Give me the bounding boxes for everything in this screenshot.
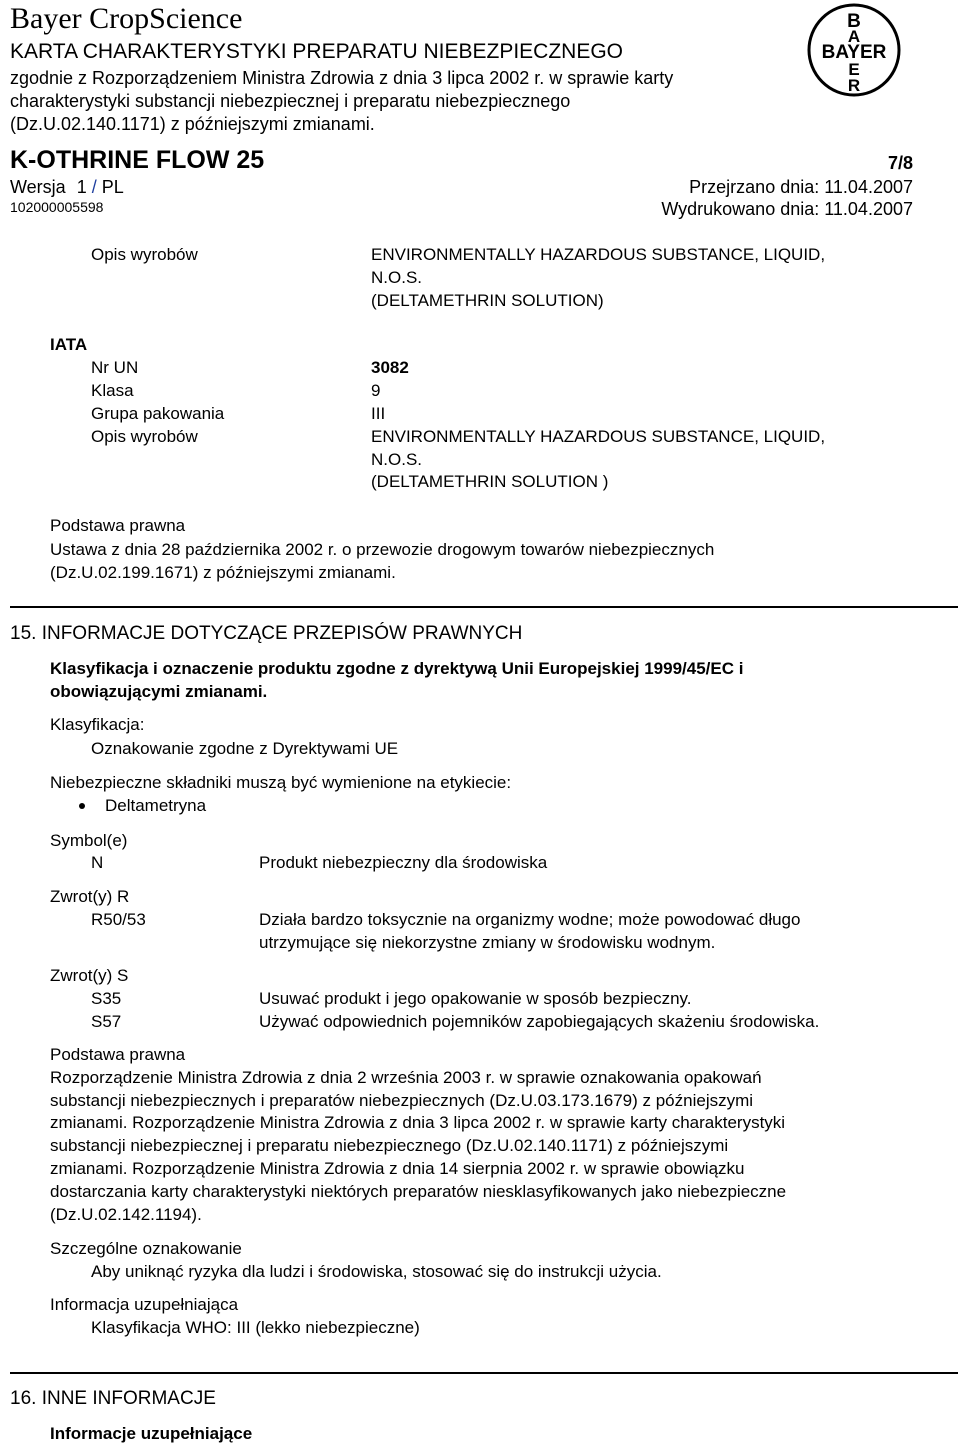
s-phrase-text: Używać odpowiednich pojemników zapobiegających skażeniu środowiska.	[259, 1012, 820, 1031]
bullet-icon	[79, 803, 85, 809]
legal-basis-line: zmianami. Rozporządzenie Ministra Zdrowia z dnia 14 sierpnia 2002 r. w sprawie obowiązku	[50, 1159, 745, 1178]
section-15-subtitle: Klasyfikacja i oznaczenie produktu zgodne z dyrektywą Unii Europejskiej 1999/45/EC i	[50, 659, 744, 678]
s-phrases-label: Zwrot(y) S	[50, 966, 129, 985]
print-date: Wydrukowano dnia: 11.04.2007	[661, 199, 913, 219]
r-phrase-text: Działa bardzo toksycznie na organizmy wodne; może powodować długo	[259, 910, 801, 929]
legal-basis-line: dostarczania karty charakterystyki niektórych preparatów niesklasyfikowanych jako niebezpieczne	[50, 1182, 787, 1201]
material-number: 102000005598	[10, 199, 104, 215]
s-phrase-code: S35	[91, 989, 122, 1008]
version-number: 1	[76, 177, 87, 197]
legal-reference-line: (Dz.U.02.140.1171) z późniejszymi zmianami.	[10, 114, 375, 134]
additional-info-label: Informacja uzupełniająca	[50, 1295, 239, 1314]
company-brand: Bayer CropScience	[10, 2, 243, 35]
legal-basis-line: Ustawa z dnia 28 października 2002 r. o przewozie drogowym towarów niebezpiecznych	[50, 540, 715, 559]
r-phrases-label: Zwrot(y) R	[50, 887, 130, 906]
iata-packing-group-label: Grupa pakowania	[91, 404, 225, 423]
logo-letter: A	[847, 27, 861, 46]
hazardous-ingredient: Deltametryna	[105, 796, 207, 815]
classification-value: Oznakowanie zgodne z Dyrektywami UE	[91, 739, 399, 758]
iata-description-line: N.O.S.	[371, 450, 423, 469]
symbol-code: N	[91, 853, 104, 872]
legal-basis-line: (Dz.U.02.142.1194).	[50, 1205, 202, 1224]
logo-letter: R	[847, 76, 861, 95]
revision-date: Przejrzano dnia: 11.04.2007	[689, 177, 913, 197]
product-name: K-OTHRINE FLOW 25	[10, 146, 265, 174]
document-title: KARTA CHARAKTERYSTYKI PREPARATU NIEBEZPIECZNEGO	[10, 40, 624, 63]
legal-basis-label: Podstawa prawna	[50, 516, 186, 535]
iata-description-line: (DELTAMETHRIN SOLUTION )	[371, 472, 609, 491]
section-16-subtitle: Informacje uzupełniające	[50, 1424, 253, 1443]
symbol-label: Symbol(e)	[50, 831, 128, 850]
logo-letter: E	[848, 60, 860, 79]
iata-un-value: 3082	[371, 358, 409, 377]
legal-reference-line: charakterystyki substancji niebezpiecznej i preparatu niebezpiecznego	[10, 91, 571, 111]
s-phrase-text: Usuwać produkt i jego opakowanie w sposób bezpieczny.	[259, 989, 692, 1008]
iata-packing-group-value: III	[371, 404, 386, 423]
legal-basis-label: Podstawa prawna	[50, 1045, 186, 1064]
classification-label: Klasyfikacja:	[50, 715, 145, 734]
version-language: PL	[101, 177, 124, 197]
section-16-title: 16. INNE INFORMACJE	[10, 1388, 216, 1409]
version-separator: /	[91, 177, 97, 197]
section-divider	[10, 1372, 958, 1374]
product-description-line: (DELTAMETHRIN SOLUTION)	[371, 291, 604, 310]
special-labelling-value: Aby uniknąć ryzyka dla ludzi i środowiska, stosować się do instrukcji użycia.	[91, 1262, 662, 1281]
product-description-line: ENVIRONMENTALLY HAZARDOUS SUBSTANCE, LIQUID,	[371, 245, 826, 264]
legal-reference-line: zgodnie z Rozporządzeniem Ministra Zdrowia z dnia 3 lipca 2002 r. w sprawie karty	[10, 68, 674, 88]
special-labelling-label: Szczególne oznakowanie	[50, 1239, 242, 1258]
symbol-text: Produkt niebezpieczny dla środowiska	[259, 853, 548, 872]
iata-class-label: Klasa	[91, 381, 134, 400]
s-phrase-code: S57	[91, 1012, 122, 1031]
version-label: Wersja	[10, 177, 66, 197]
logo-horizontal-word: BAYER	[821, 42, 887, 63]
product-description-label: Opis wyrobów	[91, 245, 198, 264]
product-description-line: N.O.S.	[371, 268, 423, 287]
section-divider	[10, 606, 958, 608]
legal-basis-line: Rozporządzenie Ministra Zdrowia z dnia 2 września 2003 r. w sprawie oznakowania opakowań	[50, 1068, 762, 1087]
legal-basis-line: substancji niebezpiecznej i preparatu niebezpiecznego (Dz.U.02.140.1171) z późniejszymi	[50, 1136, 729, 1155]
legal-basis-line: (Dz.U.02.199.1671) z późniejszymi zmianami.	[50, 563, 396, 582]
version-line	[10, 177, 124, 198]
iata-class-value: 9	[371, 381, 381, 400]
additional-info-value: Klasyfikacja WHO: III (lekko niebezpieczne)	[91, 1318, 420, 1337]
logo-letter: B	[847, 11, 861, 32]
iata-heading: IATA	[50, 335, 88, 354]
iata-un-label: Nr UN	[91, 358, 139, 377]
iata-description-line: ENVIRONMENTALLY HAZARDOUS SUBSTANCE, LIQUID,	[371, 427, 826, 446]
hazardous-ingredients-label: Niebezpieczne składniki muszą być wymienione na etykiecie:	[50, 773, 512, 792]
r-phrase-code: R50/53	[91, 910, 146, 929]
bayer-cross-logo-icon	[806, 2, 902, 98]
page-number: 7/8	[887, 153, 913, 173]
iata-description-label: Opis wyrobów	[91, 427, 198, 446]
r-phrase-text: utrzymujące się niekorzystne zmiany w środowisku wodnym.	[259, 933, 716, 952]
legal-basis-line: zmianami. Rozporządzenie Ministra Zdrowia z dnia 3 lipca 2002 r. w sprawie karty charakterystyki	[50, 1113, 786, 1132]
section-15-title: 15. INFORMACJE DOTYCZĄCE PRZEPISÓW PRAWNYCH	[10, 623, 523, 644]
legal-basis-line: substancji niebezpiecznych i preparatów niebezpiecznych (Dz.U.03.173.1679) z późniejszymi	[50, 1091, 754, 1110]
section-15-subtitle: obowiązującymi zmianami.	[50, 682, 268, 701]
